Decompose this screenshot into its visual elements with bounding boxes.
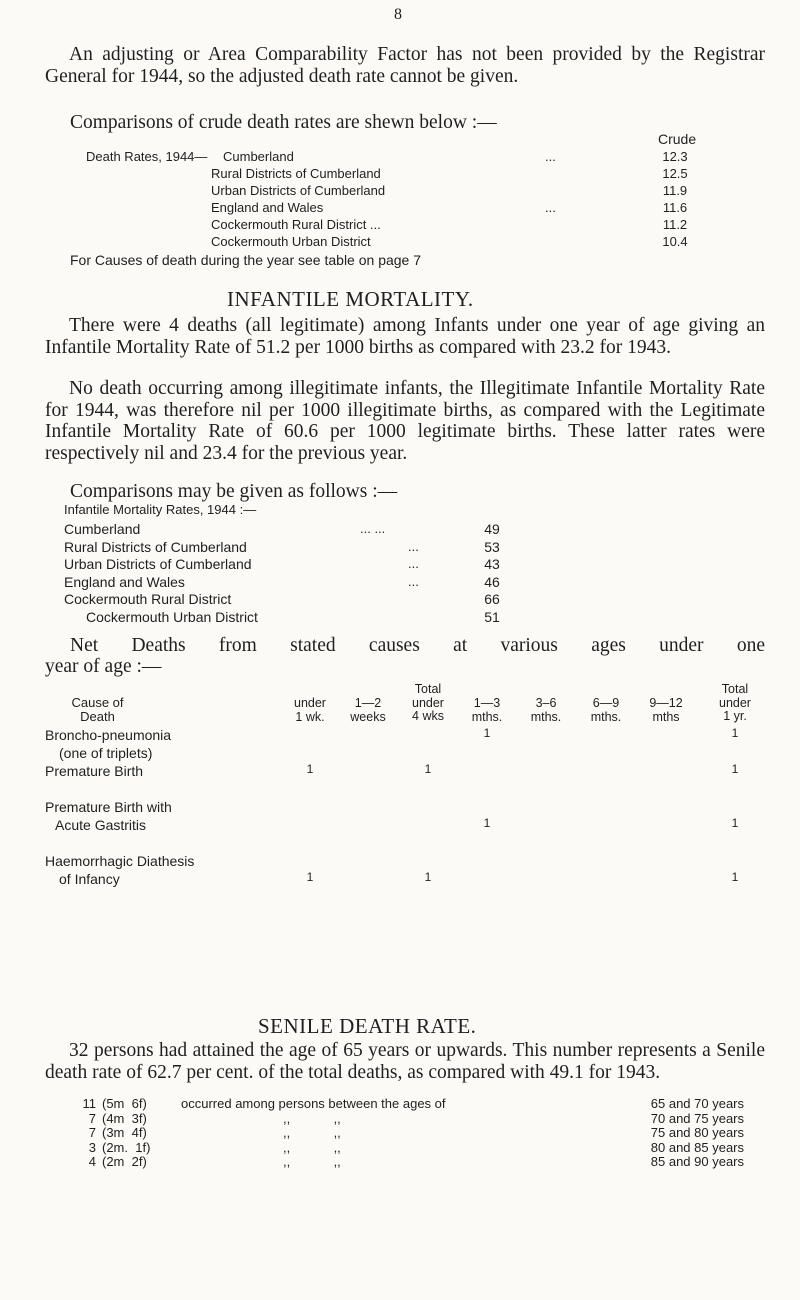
infant-rate-dots: ... ... <box>360 521 386 536</box>
infant-rate-value: 49 <box>484 521 500 537</box>
senile-row-text: occurred among persons between the ages of <box>181 1096 446 1111</box>
infant-rate-value: 53 <box>484 538 500 555</box>
cell-total-under1yr: 1 <box>731 762 739 776</box>
net-deaths-line-1: Net Deaths from stated causes at various ages under one <box>70 635 765 656</box>
crude-row-dots: ... <box>545 200 556 215</box>
col-header-m9-12: 9—12 mths <box>649 696 683 724</box>
death-cause-line: (one of triplets) <box>59 745 153 761</box>
infant-rate-dots: ... <box>408 538 419 554</box>
cell-total-under1yr: 1 <box>731 816 739 830</box>
infant-rate-value: 51 <box>484 608 500 625</box>
infantile-paragraph-1: There were 4 deaths (all legitimate) among Infants under one year of age giving an Infantile Mortality Rate of 51.2 per 1000 births as compared with 23.2 for 1943. <box>45 315 765 358</box>
infant-rate-label: Cumberland <box>64 521 141 537</box>
infantile-rates-label: Infantile Mortality Rates, 1944 :— <box>64 502 257 517</box>
senile-count: 7 <box>88 1110 96 1126</box>
col-header-m3-6: 3–6 mths. <box>530 696 562 724</box>
senile-heading: SENILE DEATH RATE. <box>258 1014 477 1038</box>
crude-intro-label: Death Rates, 1944— <box>86 149 208 164</box>
infant-rate-label: Cockermouth Rural District <box>64 591 232 607</box>
senile-row-text: ,, ,, <box>283 1125 341 1140</box>
crude-row-label: Cockermouth Urban District <box>211 234 371 249</box>
senile-row-text: ,, ,, <box>283 1139 341 1155</box>
cell-under1wk: 1 <box>306 762 314 776</box>
senile-row-text: ,, ,, <box>283 1110 341 1126</box>
death-cause-line: Haemorrhagic Diathesis <box>45 853 195 869</box>
death-cause: Premature Birth <box>45 763 144 779</box>
senile-age-range: 70 and 75 years <box>650 1110 744 1126</box>
senile-count: 4 <box>88 1154 96 1169</box>
crude-row-value: 12.5 <box>662 166 688 181</box>
crude-row-label: Urban Districts of Cumberland <box>211 183 386 198</box>
senile-row-text: ,, ,, <box>283 1154 341 1169</box>
crude-row-value: 11.9 <box>662 183 688 198</box>
infant-rate-label: England and Wales <box>64 573 185 590</box>
crude-footnote: For Causes of death during the year see table on page 7 <box>70 252 422 268</box>
cell-total-under4: 1 <box>424 762 432 776</box>
infantile-heading: INFANTILE MORTALITY. <box>227 287 474 311</box>
net-deaths-line-2: year of age :— <box>45 656 162 677</box>
infant-rate-value: 66 <box>484 591 500 607</box>
senile-breakdown: (3m 4f) <box>102 1125 147 1140</box>
death-cause-line: Premature Birth with <box>45 799 172 815</box>
cell-m1-3: 1 <box>483 816 491 830</box>
senile-breakdown: (5m 6f) <box>102 1096 147 1111</box>
death-cause <box>45 726 171 762</box>
crude-row-label: Rural Districts of Cumberland <box>211 166 381 181</box>
col-header-m1-3: 1—3 mths. <box>471 696 503 724</box>
crude-row-value: 10.4 <box>662 234 688 249</box>
crude-column-header: Crude <box>658 131 697 147</box>
cell-under1wk: 1 <box>306 870 314 884</box>
senile-age-range: 85 and 90 years <box>650 1154 744 1169</box>
infantile-paragraph-2: No death occurring among illegitimate infants, the Illegitimate Infantile Mortality Rate for 1944, was therefore nil per 1000 illegitimate births, as compared with the Legitimate Infantile Mortality Rate of 60.6 per 1000 legitimate births. These latter rates were respectively nil and 23.4 for the previous year. <box>45 378 765 464</box>
col-header-w1-2: 1—2 weeks <box>350 696 386 724</box>
senile-count: 7 <box>88 1125 96 1140</box>
crude-row-value: 12.3 <box>662 149 688 164</box>
crude-row-value: 11.2 <box>662 217 688 232</box>
crude-comparisons-line: Comparisons of crude death rates are shewn below :— <box>70 112 497 133</box>
infantile-comparisons-line: Comparisons may be given as follows :— <box>70 481 398 502</box>
crude-row-label: Cockermouth Rural District ... <box>211 217 381 232</box>
death-cause-line: Acute Gastritis <box>55 817 147 833</box>
infant-rate-value: 43 <box>484 556 500 572</box>
infant-rate-value: 46 <box>484 573 500 590</box>
crude-row-value: 11.6 <box>662 200 688 215</box>
crude-row-dots: ... <box>545 149 556 164</box>
col-header-total-under1yr: Total under 1 yr. <box>719 682 751 723</box>
senile-age-range: 65 and 70 years <box>650 1096 744 1111</box>
death-cause <box>45 852 194 888</box>
cell-total-under1yr: 1 <box>731 726 739 740</box>
death-cause-line: of Infancy <box>59 871 120 887</box>
cell-m1-3: 1 <box>483 726 491 740</box>
death-cause-line: Broncho-pneumonia <box>45 727 172 743</box>
infant-rate-label: Rural Districts of Cumberland <box>64 538 247 555</box>
page-number: 8 <box>394 6 402 23</box>
infant-rate-label: Cockermouth Urban District <box>86 608 258 625</box>
col-header-cause: Cause of Death <box>71 695 124 724</box>
col-header-under1wk: under 1 wk. <box>294 696 326 724</box>
col-header-total-under4: Total under 4 wks <box>412 682 444 723</box>
col-header-m6-9: 6—9 mths. <box>590 696 622 724</box>
senile-breakdown: (4m 3f) <box>102 1110 147 1126</box>
intro-paragraph: An adjusting or Area Comparability Factor has not been provided by the Registrar General for 1944, so the adjusted death rate cannot be given. <box>45 44 765 87</box>
infant-rate-dots: ... <box>408 556 419 571</box>
crude-row-label: Cumberland <box>223 149 294 164</box>
infant-rate-label: Urban Districts of Cumberland <box>64 556 252 572</box>
senile-paragraph: 32 persons had attained the age of 65 years or upwards. This number represents a Senile death rate of 62.7 per cent. of the total deaths, as compared with 49.1 for 1943. <box>45 1040 765 1083</box>
death-cause <box>45 798 172 834</box>
cell-total-under1yr: 1 <box>731 870 739 884</box>
cell-total-under4: 1 <box>424 870 432 884</box>
senile-age-range: 75 and 80 years <box>650 1125 744 1140</box>
senile-age-range: 80 and 85 years <box>650 1139 744 1155</box>
senile-count: 11 <box>82 1096 96 1111</box>
senile-count: 3 <box>88 1139 96 1155</box>
senile-breakdown: (2m. 1f) <box>102 1139 151 1155</box>
crude-row-label: England and Wales <box>211 200 324 215</box>
senile-breakdown: (2m 2f) <box>102 1154 147 1169</box>
infant-rate-dots: ... <box>408 573 419 589</box>
